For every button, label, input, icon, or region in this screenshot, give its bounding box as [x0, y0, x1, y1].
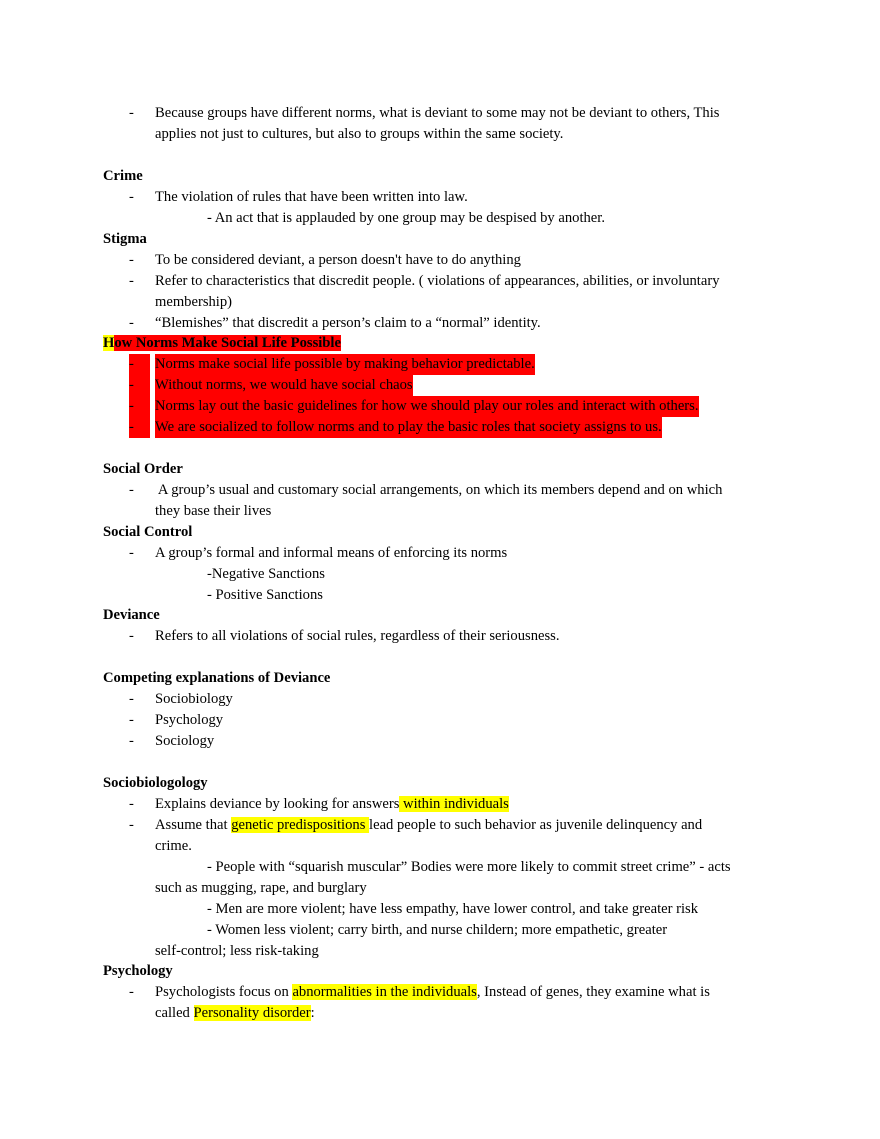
- norms-bullet-2: Without norms, we would have social chaos: [155, 375, 413, 396]
- sociobio-heading: Sociobiologology: [103, 775, 208, 791]
- bullet-dash: -: [129, 189, 134, 205]
- deviance-heading: Deviance: [103, 607, 160, 623]
- social-control-sub-1: -Negative Sanctions: [207, 566, 325, 582]
- stigma-bullet-2-line1: Refer to characteristics that discredit people. ( violations of appearances, abilities, or involuntary: [155, 273, 720, 289]
- psychology-line2-rest: :: [310, 1005, 315, 1021]
- psychology-bullet-1-highlight: abnormalities in the individuals: [292, 984, 477, 1000]
- psychology-heading: Psychology: [103, 963, 173, 979]
- sociobio-sub-1-line1: - People with “squarish muscular” Bodies were more likely to commit street crime” - acts: [207, 859, 731, 875]
- sociobio-bullet-2-line2: crime.: [155, 838, 192, 854]
- psychology-bullet-1: [155, 982, 710, 1003]
- bullet-dash: -: [129, 733, 134, 749]
- crime-heading: Crime: [103, 168, 143, 184]
- norms-heading: [103, 333, 341, 354]
- bullet-dash: -: [129, 105, 134, 121]
- norms-bullet-3: Norms lay out the basic guidelines for how we should play our roles and interact with others.: [155, 396, 699, 417]
- bullet-dash: -: [129, 796, 134, 812]
- norms-heading-first-letter: H: [103, 335, 115, 351]
- intro-bullet-line1: Because groups have different norms, what is deviant to some may not be deviant to others, This: [155, 105, 720, 121]
- bullet-dash: -: [129, 396, 150, 417]
- bullet-dash: -: [129, 375, 150, 396]
- stigma-bullet-3: “Blemishes” that discredit a person’s claim to a “normal” identity.: [155, 315, 541, 331]
- sociobio-bullet-1-text: Explains deviance by looking for answers: [155, 796, 400, 812]
- bullet-dash: -: [129, 252, 134, 268]
- deviance-bullet-1: Refers to all violations of social rules, regardless of their seriousness.: [155, 628, 560, 644]
- norms-bullet-4: We are socialized to follow norms and to play the basic roles that society assigns to us.: [155, 417, 662, 438]
- stigma-bullet-1: To be considered deviant, a person doesn't have to do anything: [155, 252, 521, 268]
- competing-item-sociology: Sociology: [155, 733, 215, 749]
- bullet-dash: -: [129, 712, 134, 728]
- stigma-heading: Stigma: [103, 231, 147, 247]
- psychology-line2-text: called: [155, 1005, 194, 1021]
- sociobio-sub-3-line1: - Women less violent; carry birth, and nurse childern; more empathetic, greater: [207, 922, 668, 938]
- crime-sub-1: - An act that is applauded by one group may be despised by another.: [207, 210, 605, 226]
- intro-bullet-line2: applies not just to cultures, but also to groups within the same society.: [155, 126, 564, 142]
- psychology-line2-highlight: Personality disorder: [193, 1005, 311, 1021]
- norms-bullet-1: Norms make social life possible by making behavior predictable.: [155, 354, 535, 375]
- stigma-bullet-2-line2: membership): [155, 294, 233, 310]
- bullet-dash: -: [129, 691, 134, 707]
- crime-bullet-1: The violation of rules that have been written into law.: [155, 189, 468, 205]
- bullet-dash: -: [129, 482, 134, 498]
- sociobio-sub-2: - Men are more violent; have less empathy, have lower control, and take greater risk: [207, 901, 698, 917]
- social-order-bullet-line1: A group’s usual and customary social arrangements, on which its members depend and on which: [155, 482, 723, 498]
- sociobio-bullet-1: [155, 794, 509, 815]
- bullet-dash: -: [129, 628, 134, 644]
- sociobio-bullet-1-highlight: within individuals: [399, 796, 509, 812]
- social-order-heading: Social Order: [103, 461, 183, 477]
- social-control-heading: Social Control: [103, 524, 193, 540]
- social-control-sub-2: - Positive Sanctions: [207, 587, 323, 603]
- social-control-bullet-1: A group’s formal and informal means of enforcing its norms: [155, 545, 508, 561]
- sociobio-bullet-2-highlight: genetic predispositions: [231, 817, 370, 833]
- sociobio-sub-1-line2: such as mugging, rape, and burglary: [155, 880, 367, 896]
- bullet-dash: -: [129, 354, 150, 375]
- bullet-dash: -: [129, 417, 150, 438]
- sociobio-bullet-2-rest: lead people to such behavior as juvenile delinquency and: [369, 817, 703, 833]
- psychology-bullet-1-line2: [155, 1003, 315, 1024]
- bullet-dash: -: [129, 315, 134, 331]
- competing-item-psychology: Psychology: [155, 712, 224, 728]
- sociobio-bullet-2: [155, 815, 702, 836]
- psychology-bullet-1-text: Psychologists focus on: [155, 984, 293, 1000]
- norms-heading-rest: ow Norms Make Social Life Possible: [114, 335, 341, 351]
- sociobio-bullet-2-text: Assume that: [155, 817, 232, 833]
- psychology-bullet-1-rest: , Instead of genes, they examine what is: [476, 984, 710, 1000]
- competing-item-sociobiology: Sociobiology: [155, 691, 233, 707]
- sociobio-sub-3-line2: self-control; less risk-taking: [155, 943, 319, 959]
- social-order-bullet-line2: they base their lives: [155, 503, 272, 519]
- bullet-dash: -: [129, 984, 134, 1000]
- bullet-dash: -: [129, 273, 134, 289]
- competing-heading: Competing explanations of Deviance: [103, 670, 331, 686]
- bullet-dash: -: [129, 817, 134, 833]
- bullet-dash: -: [129, 545, 134, 561]
